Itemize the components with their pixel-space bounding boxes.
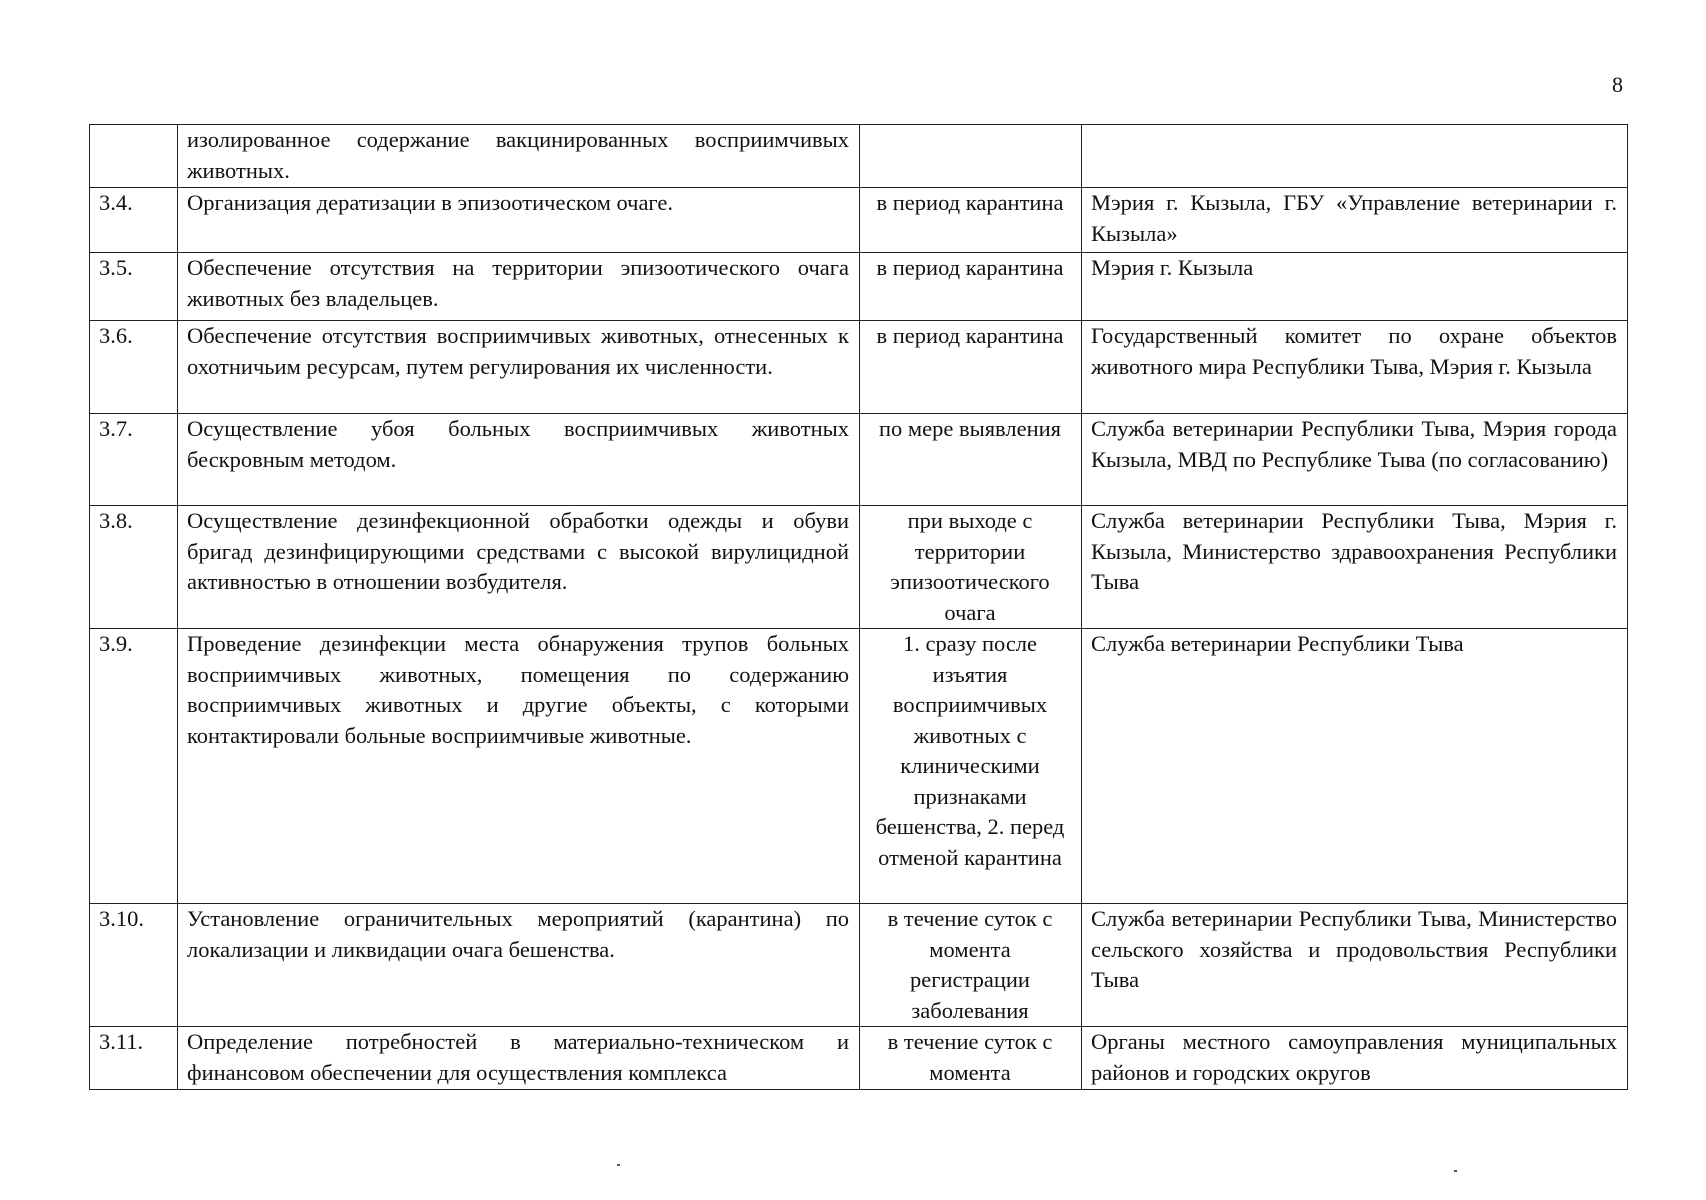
term-cell: по мере выявления: [860, 414, 1082, 506]
row-number: 3.9.: [90, 629, 178, 904]
action-cell: Определение потребностей в материально-техническом и финансовом обеспечении для осуществления комплекса: [178, 1027, 860, 1090]
row-number: 3.7.: [90, 414, 178, 506]
table-row: [90, 321, 1628, 414]
responsible-cell: Мэрия г. Кызыла, ГБУ «Управление ветеринарии г. Кызыла»: [1082, 188, 1628, 253]
row-number: 3.8.: [90, 506, 178, 629]
term-cell: в течение суток с момента: [860, 1027, 1082, 1090]
term-cell: в течение суток с момента регистрации заболевания: [860, 904, 1082, 1027]
measures-table: [89, 124, 1628, 1090]
table-row: [90, 125, 1628, 188]
action-cell: Установление ограничительных мероприятий (карантина) по локализации и ликвидации очага бешенства.: [178, 904, 860, 1027]
action-cell: изолированное содержание вакцинированных восприимчивых животных.: [178, 125, 860, 188]
responsible-cell: Органы местного самоуправления муниципальных районов и городских округов: [1082, 1027, 1628, 1090]
scan-speck: [1454, 1170, 1457, 1172]
row-number: 3.6.: [90, 321, 178, 414]
row-number: 3.11.: [90, 1027, 178, 1090]
action-cell: Осуществление убоя больных восприимчивых животных бескровным методом.: [178, 414, 860, 506]
row-number: [90, 125, 178, 188]
action-cell: Обеспечение отсутствия на территории эпизоотического очага животных без владельцев.: [178, 253, 860, 321]
table-row: [90, 629, 1628, 904]
table-row: [90, 506, 1628, 629]
term-cell: 1. сразу после изъятия восприимчивых животных с клиническими признаками бешенства, 2. перед отменой карантина: [860, 629, 1082, 904]
responsible-cell: Государственный комитет по охране объектов животного мира Республики Тыва, Мэрия г. Кызыла: [1082, 321, 1628, 414]
responsible-cell: Служба ветеринарии Республики Тыва, Мэрия г. Кызыла, Министерство здравоохранения Республики Тыва: [1082, 506, 1628, 629]
row-number: 3.4.: [90, 188, 178, 253]
term-cell: в период карантина: [860, 253, 1082, 321]
action-cell: Проведение дезинфекции места обнаружения трупов больных восприимчивых животных, помещения по содержанию восприимчивых животных и другие объекты, с которыми контактировали больные восприимчивые животные.: [178, 629, 860, 904]
action-cell: Осуществление дезинфекционной обработки одежды и обуви бригад дезинфицирующими средствами с высокой вирулицидной активностью в отношении возбудителя.: [178, 506, 860, 629]
term-cell: в период карантина: [860, 188, 1082, 253]
page-number: 8: [1612, 72, 1623, 97]
row-number: 3.5.: [90, 253, 178, 321]
action-cell: Обеспечение отсутствия восприимчивых животных, отнесенных к охотничьим ресурсам, путем регулирования их численности.: [178, 321, 860, 414]
responsible-cell: [1082, 125, 1628, 188]
table-row: [90, 253, 1628, 321]
responsible-cell: Мэрия г. Кызыла: [1082, 253, 1628, 321]
table-row: [90, 188, 1628, 253]
responsible-cell: Служба ветеринарии Республики Тыва: [1082, 629, 1628, 904]
term-cell: при выходе с территории эпизоотического очага: [860, 506, 1082, 629]
responsible-cell: Служба ветеринарии Республики Тыва, Мэрия города Кызыла, МВД по Республике Тыва (по согласованию): [1082, 414, 1628, 506]
term-cell: [860, 125, 1082, 188]
table-row: [90, 904, 1628, 1027]
term-cell: в период карантина: [860, 321, 1082, 414]
action-cell: Организация дератизации в эпизоотическом очаге.: [178, 188, 860, 253]
table-row: [90, 1027, 1628, 1090]
table-row: [90, 414, 1628, 506]
row-number: 3.10.: [90, 904, 178, 1027]
scan-speck: [617, 1164, 620, 1166]
responsible-cell: Служба ветеринарии Республики Тыва, Министерство сельского хозяйства и продовольствия Республики Тыва: [1082, 904, 1628, 1027]
